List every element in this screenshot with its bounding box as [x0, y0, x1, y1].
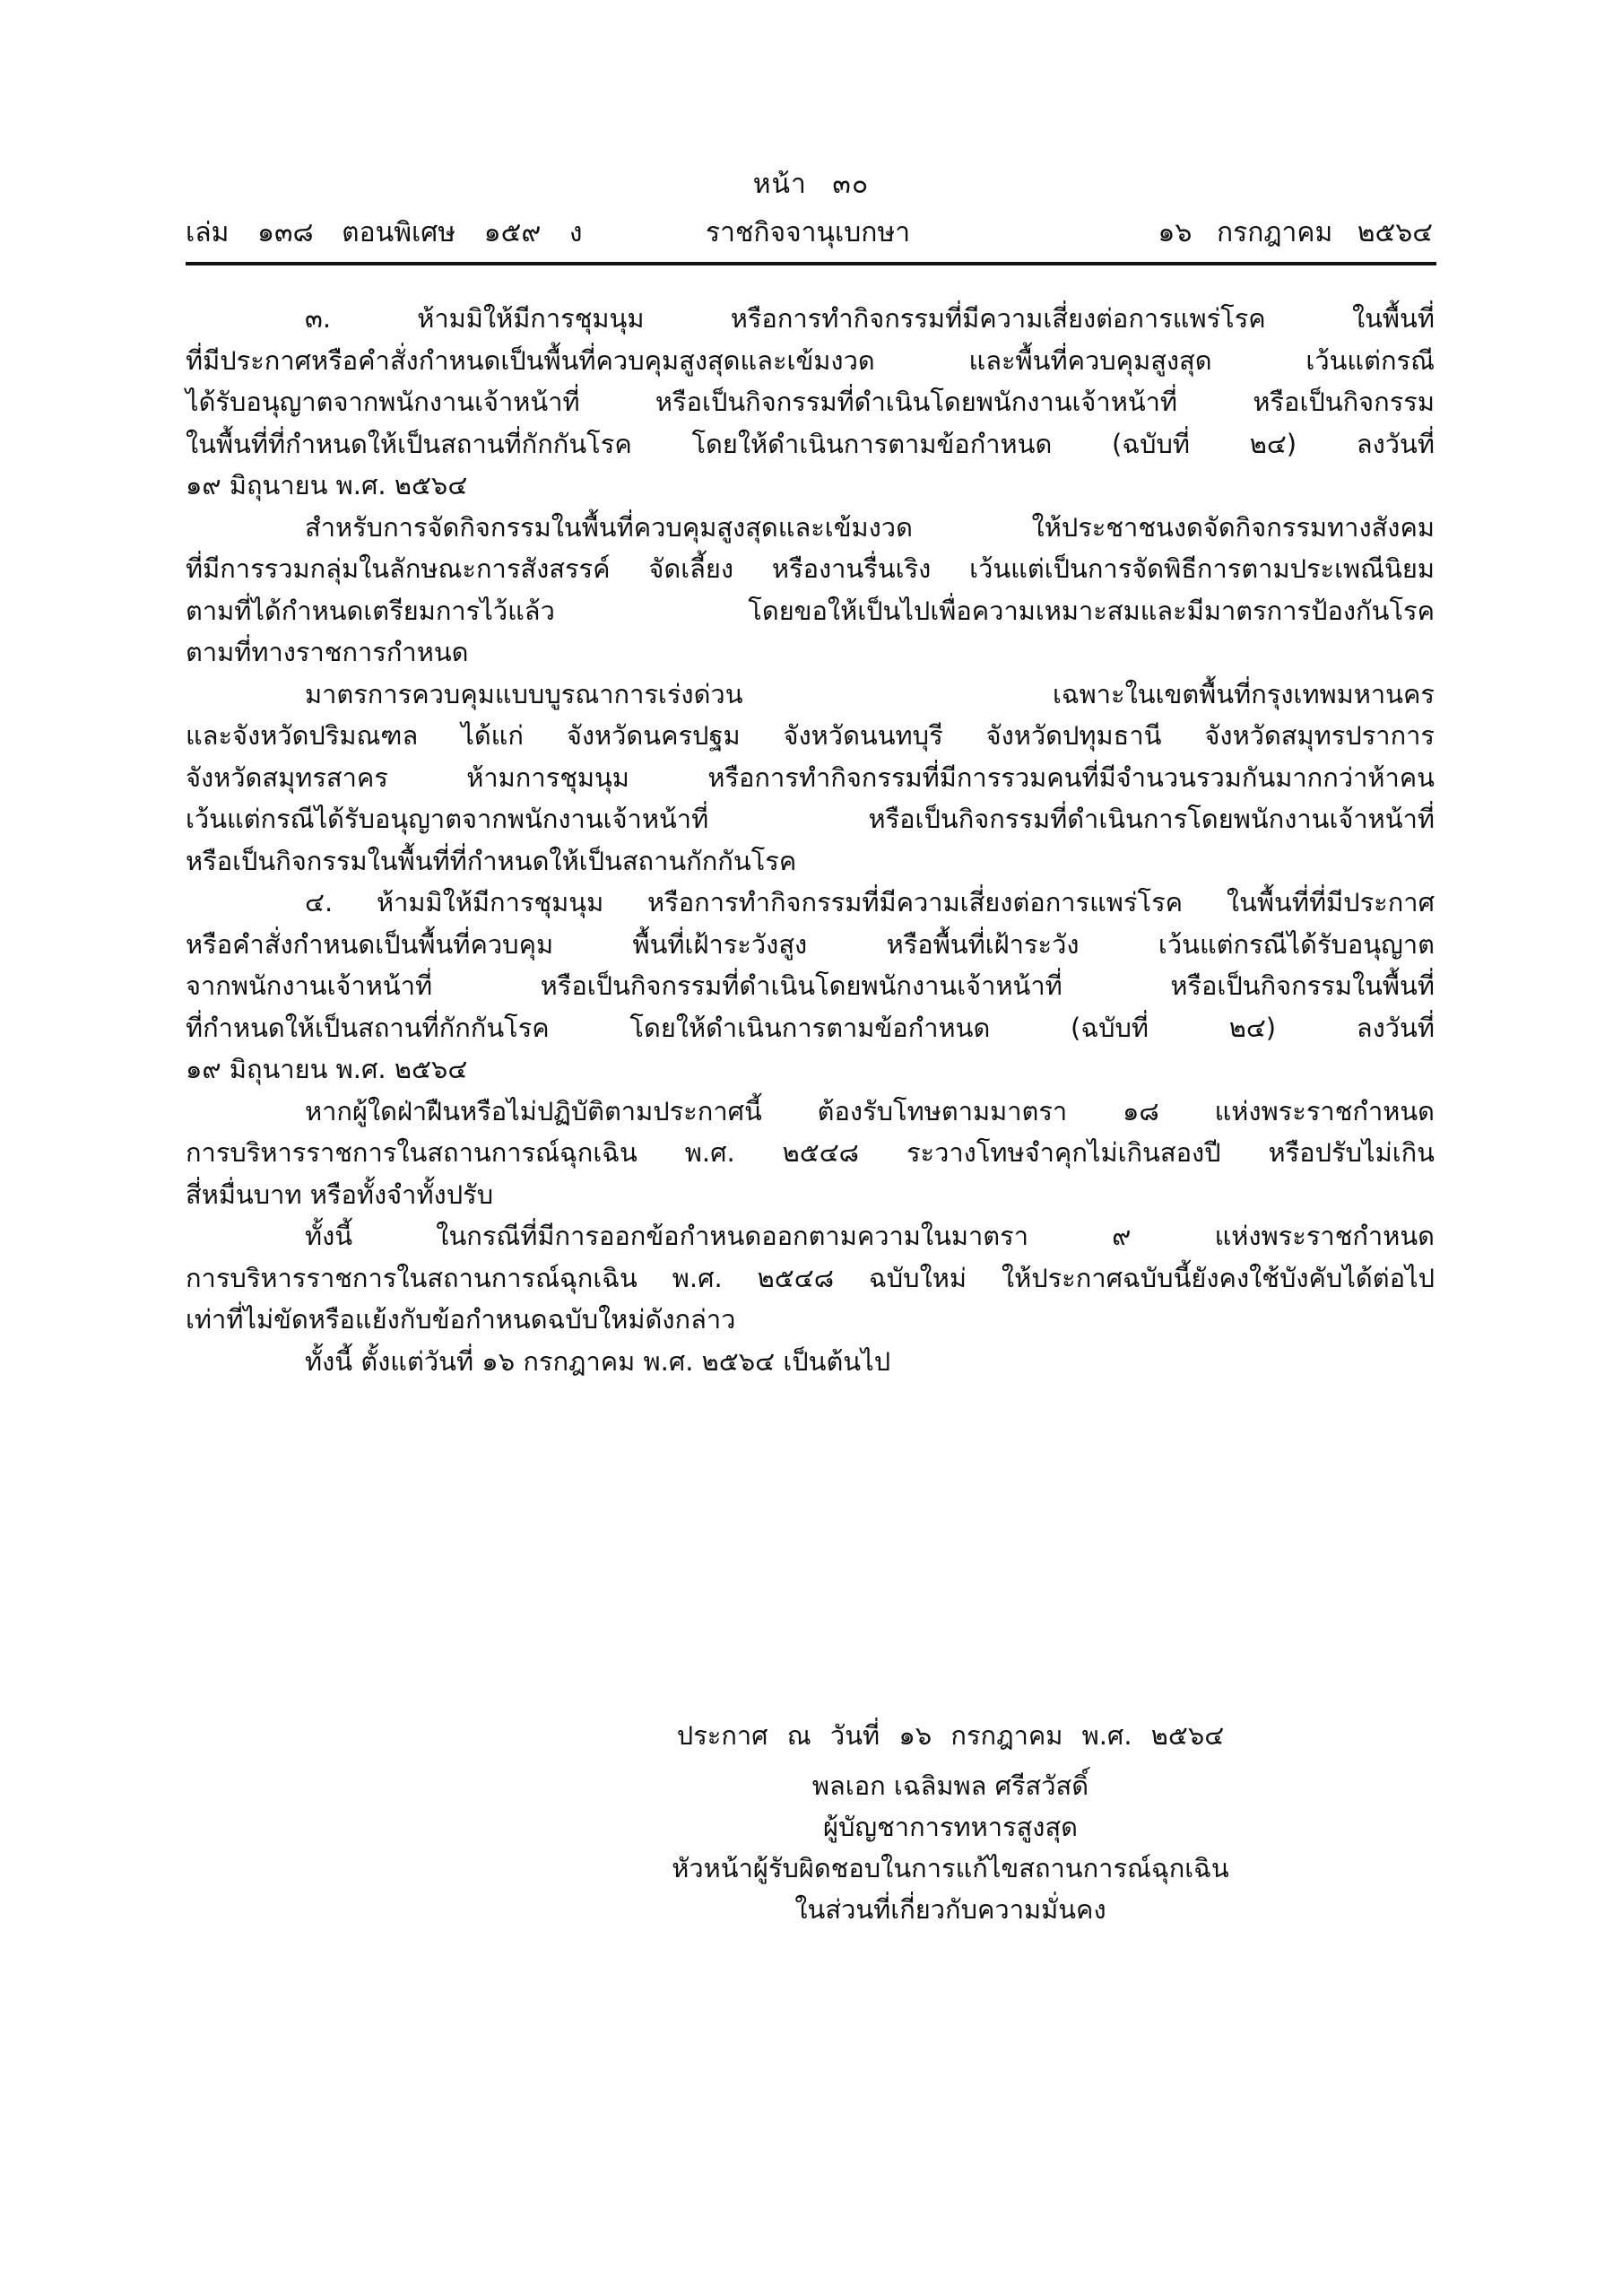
- body-line: ๑๙ มิถุนายน พ.ศ. ๒๕๖๔: [186, 470, 468, 500]
- body-line: ในพื้นที่ที่กำหนดให้เป็นสถานที่กักกันโรค โดยให้ดำเนินการตามข้อกำหนด (ฉบับที่ ๒๔) ลงวันที่: [186, 428, 1435, 459]
- body-line: ที่กำหนดให้เป็นสถานที่กักกันโรค โดยให้ดำเนินการตามข้อกำหนด (ฉบับที่ ๒๔) ลงวันที่: [186, 1012, 1435, 1043]
- body-line: หากผู้ใดฝ่าฝืนหรือไม่ปฏิบัติตามประกาศนี้ ต้องรับโทษตามมาตรา ๑๘ แห่งพระราชกำหนด: [305, 1095, 1435, 1126]
- publication-title: ราชกิจจานุเบกษา: [706, 217, 911, 248]
- page-number: หน้า ๓๐: [752, 169, 870, 200]
- signatory-role-continued: ในส่วนที่เกี่ยวกับความมั่นคง: [794, 1894, 1106, 1925]
- body-line: สำหรับการจัดกิจกรรมในพื้นที่ควบคุมสูงสุดและเข้มงวด ให้ประชาชนงดจัดกิจกรรมทางสังคม: [305, 511, 1435, 543]
- signatory-position: ผู้บัญชาการทหารสูงสุด: [823, 1812, 1078, 1842]
- signature-block: [628, 1715, 1273, 1930]
- signatory-name: พลเอก เฉลิมพล ศรีสวัสดิ์: [811, 1770, 1089, 1801]
- body-line: ที่มีการรวมกลุ่มในลักษณะการสังสรรค์ จัดเลี้ยง หรืองานรื่นเริง เว้นแต่เป็นการจัดพิธีการตามประเพณีนิยม: [186, 553, 1435, 584]
- body-line: เว้นแต่กรณีได้รับอนุญาตจากพนักงานเจ้าหน้าที่ หรือเป็นกิจกรรมที่ดำเนินการโดยพนักงานเจ้าหน้าที่: [186, 804, 1435, 834]
- body-line: เท่าที่ไม่ขัดหรือแย้งกับข้อกำหนดฉบับใหม่ดังกล่าว: [186, 1304, 736, 1335]
- body-line: ทั้งนี้ ในกรณีที่มีการออกข้อกำหนดออกตามความในมาตรา ๙ แห่งพระราชกำหนด: [305, 1221, 1435, 1251]
- body-line: และจังหวัดปริมณฑล ได้แก่ จังหวัดนครปฐม จังหวัดนนทบุรี จังหวัดปทุมธานี จังหวัดสมุทรปราการ: [186, 720, 1435, 751]
- publication-date: ๑๖ กรกฎาคม ๒๕๖๔: [1158, 217, 1433, 248]
- body-line: สี่หมื่นบาท หรือทั้งจำทั้งปรับ: [186, 1178, 494, 1210]
- body-line: ๔. ห้ามมิให้มีการชุมนุม หรือการทำกิจกรรมที่มีความเสี่ยงต่อการแพร่โรค ในพื้นที่ที่มีประกาศ: [305, 887, 1435, 918]
- body-line: หรือคำสั่งกำหนดเป็นพื้นที่ควบคุม พื้นที่เฝ้าระวังสูง หรือพื้นที่เฝ้าระวัง เว้นแต่กรณีได้รับอนุญาต: [186, 928, 1435, 960]
- body-line: หรือเป็นกิจกรรมในพื้นที่ที่กำหนดให้เป็นสถานกักกันโรค: [186, 845, 797, 876]
- body-line: ๑๙ มิถุนายน พ.ศ. ๒๕๖๔: [186, 1054, 468, 1084]
- header-divider: [186, 262, 1436, 265]
- volume-issue: เล่ม ๑๓๘ ตอนพิเศษ ๑๕๙ ง: [186, 217, 583, 248]
- body-line: ที่มีประกาศหรือคำสั่งกำหนดเป็นพื้นที่ควบคุมสูงสุดและเข้มงวด และพื้นที่ควบคุมสูงสุด เว้นแต่กรณี: [186, 344, 1435, 376]
- announcement-date: ประกาศ ณ วันที่ ๑๖ กรกฎาคม พ.ศ. ๒๕๖๔: [676, 1720, 1225, 1751]
- body-line: ตามที่ทางราชการกำหนด: [186, 637, 469, 667]
- gazette-header: [186, 212, 1436, 251]
- body-line: การบริหารราชการในสถานการณ์ฉุกเฉิน พ.ศ. ๒๕๔๘ ระวางโทษจำคุกไม่เกินสองปี หรือปรับไม่เกิน: [186, 1137, 1435, 1168]
- body-line: จังหวัดสมุทรสาคร ห้ามการชุมนุม หรือการทำกิจกรรมที่มีการรวมคนที่มีจำนวนรวมกันมากกว่าห้าคน: [186, 761, 1435, 793]
- signatory-role: หัวหน้าผู้รับผิดชอบในการแก้ไขสถานการณ์ฉุกเฉิน: [672, 1853, 1229, 1883]
- body-line: การบริหารราชการในสถานการณ์ฉุกเฉิน พ.ศ. ๒๕๔๘ ฉบับใหม่ ให้ประกาศฉบับนี้ยังคงใช้บังคับได้ต่อไป: [186, 1262, 1435, 1293]
- body-line: ได้รับอนุญาตจากพนักงานเจ้าหน้าที่ หรือเป็นกิจกรรมที่ดำเนินโดยพนักงานเจ้าหน้าที่ หรือเป็นกิจกรรม: [186, 387, 1435, 417]
- document-body: [186, 298, 1435, 1382]
- body-line: ๓. ห้ามมิให้มีการชุมนุม หรือการทำกิจกรรมที่มีความเสี่ยงต่อการแพร่โรค ในพื้นที่: [305, 303, 1435, 334]
- body-line: ทั้งนี้ ตั้งแต่วันที่ ๑๖ กรกฎาคม พ.ศ. ๒๕๖๔ เป็นต้นไป: [305, 1345, 891, 1377]
- body-line: จากพนักงานเจ้าหน้าที่ หรือเป็นกิจกรรมที่ดำเนินโดยพนักงานเจ้าหน้าที่ หรือเป็นกิจกรรมในพื้นที่: [186, 970, 1435, 1001]
- body-line: ตามที่ได้กำหนดเตรียมการไว้แล้ว โดยขอให้เป็นไปเพื่อความเหมาะสมและมีมาตรการป้องกันโรค: [186, 595, 1435, 626]
- body-line: มาตรการควบคุมแบบบูรณาการเร่งด่วน เฉพาะในเขตพื้นที่กรุงเทพมหานคร: [305, 678, 1435, 709]
